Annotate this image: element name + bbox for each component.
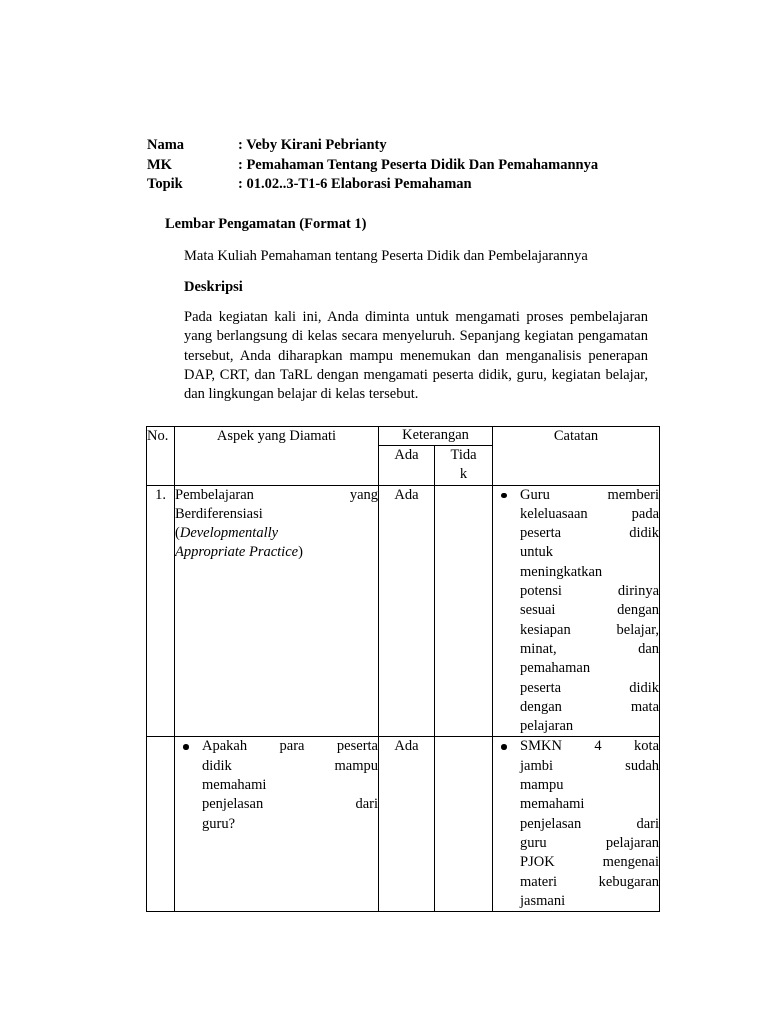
header-keterangan: Keterangan: [379, 427, 493, 446]
catatan-line: untuk: [520, 544, 554, 561]
aspek-item: [175, 737, 378, 833]
topik-label: Topik: [147, 176, 183, 192]
paren-close: ): [298, 544, 303, 561]
row-ada: Ada: [379, 737, 435, 912]
header-catatan: Catatan: [493, 427, 660, 486]
section-heading: Lembar Pengamatan (Format 1): [165, 216, 367, 232]
catatan-line: SMKN 4 kota: [520, 738, 660, 755]
catatan-item: [493, 486, 659, 737]
description-title: Deskripsi: [184, 279, 243, 295]
aspek-line: didik mampu: [202, 757, 378, 774]
row-catatan: [493, 737, 660, 912]
row-catatan: [493, 485, 660, 737]
header-aspek: Aspek yang Diamati: [175, 427, 379, 486]
aspek-italic-text: Appropriate Practice: [175, 544, 299, 561]
row-number: 1.: [147, 485, 175, 737]
description-text: Pada kegiatan kali ini, Anda diminta untuk mengamati proses pembelajaran yang berlangsung di kelas secara menyeluruh. Sepanjang kegiatan pengamatan tersebut, Anda diharapkan mampu menemukan dan menganalisis penerapan DAP, CRT, dan TaRL dengan mengamati peserta didik, guru, kegiatan belajar, dan lingkungan belajar di kelas tersebut.: [184, 309, 648, 403]
aspek-line: Apakah para peserta: [202, 738, 378, 755]
row-tidak: [435, 485, 493, 737]
table-header-row: [147, 427, 660, 446]
catatan-list: [493, 486, 659, 737]
aspek-italic-line: [175, 543, 378, 562]
catatan-line: sesuai dengan: [520, 602, 660, 619]
aspek-line: Pembelajaran yang: [175, 486, 378, 503]
catatan-line: jasmani: [520, 892, 566, 909]
catatan-line: PJOK mengenai: [520, 854, 660, 871]
observation-table: [146, 426, 660, 912]
header-tidak: [435, 446, 493, 486]
row-aspek: [175, 485, 379, 737]
row-aspek: [175, 737, 379, 912]
catatan-item: [493, 737, 659, 911]
aspek-italic-text: Developmentally: [179, 525, 279, 542]
header-ada: Ada: [379, 446, 435, 486]
catatan-line: guru pelajaran: [520, 834, 660, 851]
catatan-line: pemahaman: [520, 660, 591, 677]
mk-value: : Pemahaman Tentang Peserta Didik Dan Pemahamannya: [238, 156, 599, 173]
row-number: [147, 737, 175, 912]
table-row: [147, 485, 660, 737]
course-subtitle: Mata Kuliah Pemahaman tentang Peserta Didik dan Pembelajarannya: [184, 248, 588, 264]
catatan-line: materi kebugaran: [520, 873, 660, 890]
row-tidak: [435, 737, 493, 912]
aspek-line: penjelasan dari: [202, 796, 378, 813]
nama-label: Nama: [147, 137, 185, 153]
paren-open: (: [175, 525, 180, 542]
catatan-line: mampu: [520, 777, 564, 794]
header-no: No.: [147, 427, 175, 486]
table-row: [147, 737, 660, 912]
catatan-line: kesiapan belajar,: [520, 621, 660, 638]
catatan-line: pelajaran: [520, 718, 574, 735]
row-ada: Ada: [379, 485, 435, 737]
catatan-line: penjelasan dari: [520, 815, 660, 832]
catatan-line: keleluasaan pada: [520, 505, 660, 522]
aspek-line: guru?: [202, 815, 236, 832]
header-tidak-line1: Tida: [450, 447, 477, 463]
aspek-italic-line: [175, 524, 378, 543]
topik-value: : 01.02..3-T1-6 Elaborasi Pemahaman: [238, 176, 472, 192]
catatan-line: minat, dan: [520, 640, 660, 657]
aspek-line: memahami: [202, 777, 267, 794]
catatan-line: potensi dirinya: [520, 583, 660, 600]
catatan-line: memahami: [520, 796, 585, 813]
meta-row-topik: [147, 175, 598, 195]
aspek-line: Berdiferensiasi: [175, 505, 263, 522]
catatan-line: Guru memberi: [520, 486, 660, 503]
aspek-list: [175, 737, 378, 833]
catatan-list: [493, 737, 659, 911]
catatan-line: peserta didik: [520, 525, 660, 542]
header-tidak-line2: k: [459, 466, 468, 483]
catatan-line: meningkatkan: [520, 563, 603, 580]
mk-label: MK: [147, 156, 172, 173]
catatan-line: peserta didik: [520, 679, 660, 696]
meta-row-nama: [147, 136, 598, 156]
catatan-line: jambi sudah: [520, 757, 660, 774]
meta-row-mk: [147, 156, 598, 176]
nama-value: : Veby Kirani Pebrianty: [238, 137, 387, 153]
catatan-line: dengan mata: [520, 698, 660, 715]
student-info: [147, 136, 598, 195]
